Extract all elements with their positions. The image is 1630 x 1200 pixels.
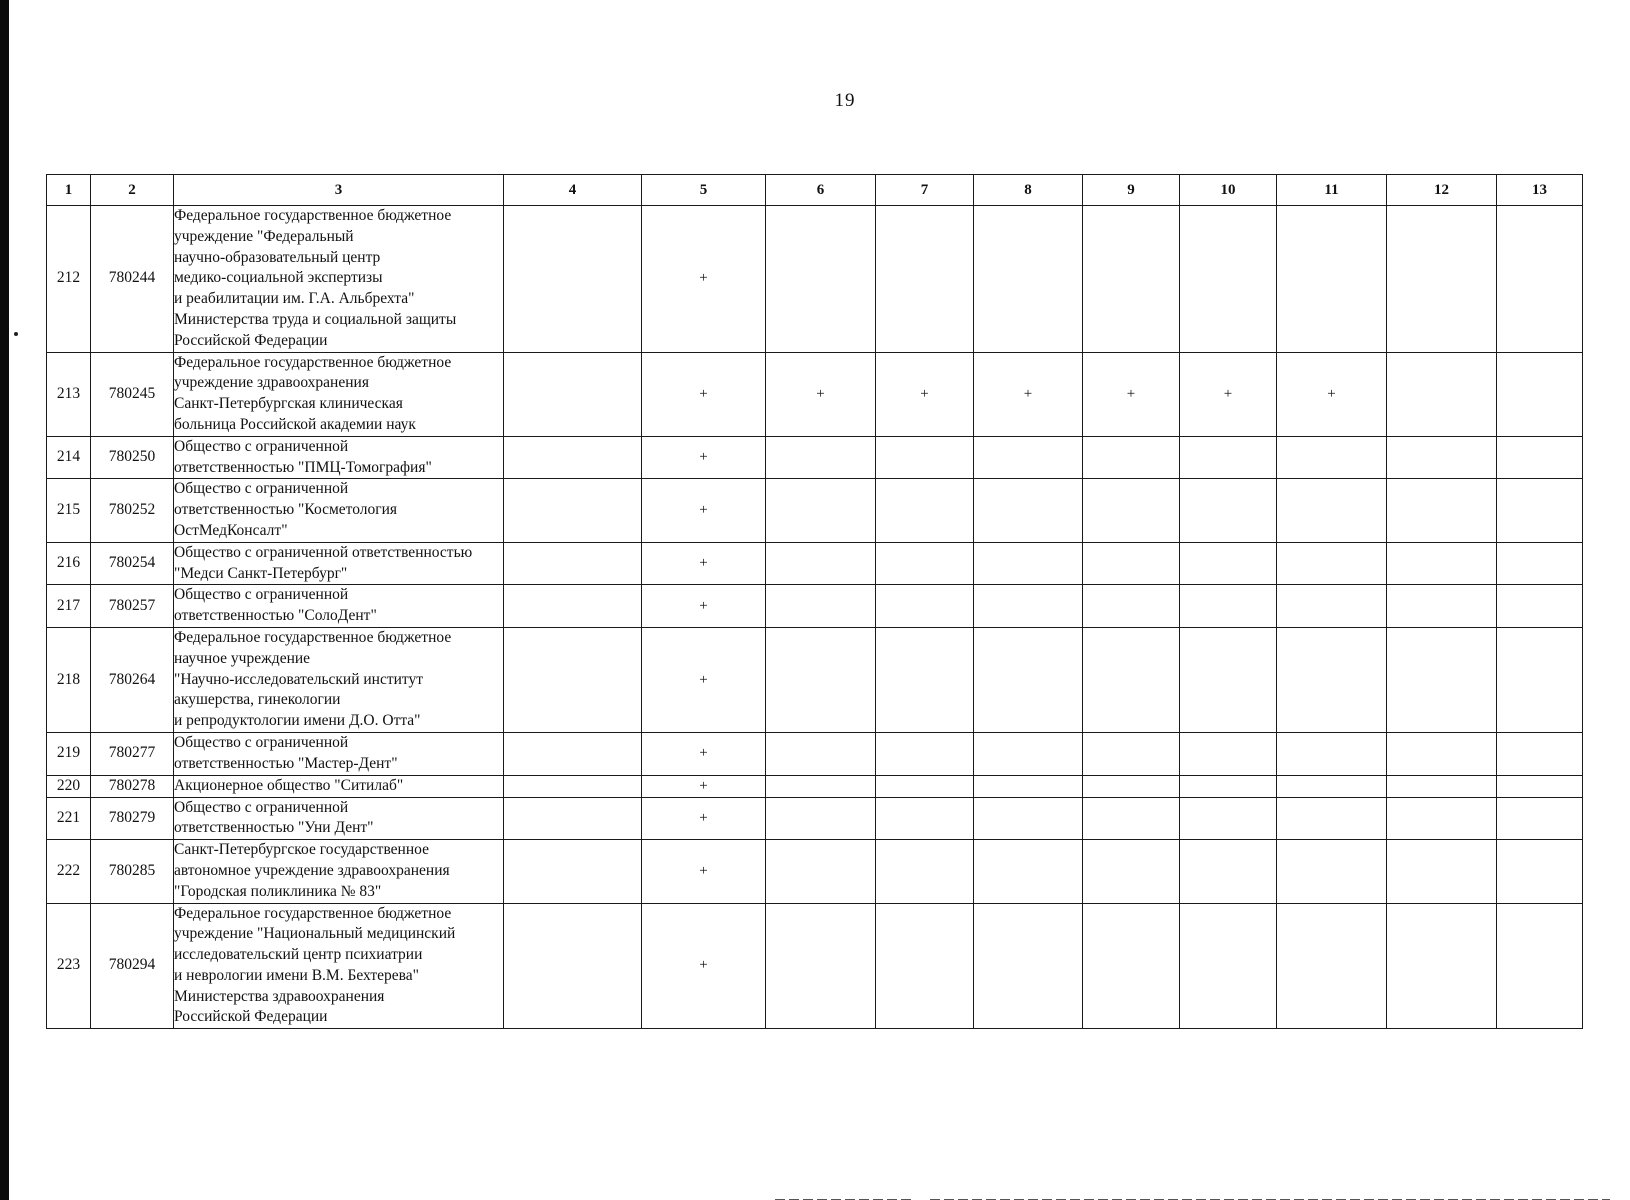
mark-cell-col-10: [1180, 732, 1277, 775]
column-header-9: 9: [1083, 175, 1180, 206]
mark-cell-col-8: [974, 840, 1083, 903]
mark-cell-col-13: [1497, 775, 1583, 797]
column-header-12: 12: [1387, 175, 1497, 206]
mark-cell-col-7: +: [876, 352, 974, 436]
mark-cell-col-11: [1277, 585, 1387, 628]
table-row: [47, 585, 1583, 628]
mark-cell-col-6: [766, 797, 876, 840]
mark-cell-col-10: [1180, 903, 1277, 1029]
mark-cell-col-6: [766, 542, 876, 585]
mark-cell-col-13: [1497, 436, 1583, 479]
table-row: [47, 542, 1583, 585]
mark-cell-col-6: [766, 436, 876, 479]
mark-cell-col-13: [1497, 352, 1583, 436]
organization-name-cell: Федеральное государственное бюджетное учреждение здравоохранения Санкт-Петербургская клиническая больница Российской академии наук: [174, 352, 504, 436]
mark-cell-col-10: [1180, 479, 1277, 542]
mark-cell-col-13: [1497, 732, 1583, 775]
mark-cell-col-12: [1387, 797, 1497, 840]
mark-cell-col-4: [504, 903, 642, 1029]
mark-cell-col-11: [1277, 479, 1387, 542]
header-row: [47, 175, 1583, 206]
mark-cell-col-11: +: [1277, 352, 1387, 436]
mark-cell-col-8: [974, 436, 1083, 479]
mark-cell-col-9: [1083, 732, 1180, 775]
page-number: 19: [834, 90, 856, 111]
row-number-cell: 215: [47, 479, 91, 542]
mark-cell-col-7: [876, 903, 974, 1029]
mark-cell-col-5: +: [642, 206, 766, 353]
table-row: [47, 840, 1583, 903]
mark-cell-col-4: [504, 627, 642, 732]
column-header-6: 6: [766, 175, 876, 206]
organizations-table: [46, 174, 1583, 1029]
mark-cell-col-11: [1277, 840, 1387, 903]
mark-cell-col-12: [1387, 840, 1497, 903]
mark-cell-col-5: +: [642, 436, 766, 479]
mark-cell-col-11: [1277, 542, 1387, 585]
column-header-3: 3: [174, 175, 504, 206]
registry-code-cell: 780245: [91, 352, 174, 436]
row-number-cell: 212: [47, 206, 91, 353]
mark-cell-col-7: [876, 775, 974, 797]
mark-cell-col-5: +: [642, 542, 766, 585]
organization-name-cell: Общество с ограниченной ответственностью "Медси Санкт-Петербург": [174, 542, 504, 585]
mark-cell-col-5: +: [642, 840, 766, 903]
column-header-10: 10: [1180, 175, 1277, 206]
mark-cell-col-6: [766, 903, 876, 1029]
mark-cell-col-8: [974, 585, 1083, 628]
mark-cell-col-4: [504, 775, 642, 797]
table-row: [47, 479, 1583, 542]
mark-cell-col-12: [1387, 436, 1497, 479]
mark-cell-col-4: [504, 542, 642, 585]
mark-cell-col-12: [1387, 585, 1497, 628]
mark-cell-col-10: [1180, 206, 1277, 353]
mark-cell-col-9: [1083, 797, 1180, 840]
mark-cell-col-4: [504, 436, 642, 479]
mark-cell-col-10: +: [1180, 352, 1277, 436]
row-number-cell: 222: [47, 840, 91, 903]
table-row: [47, 436, 1583, 479]
row-number-cell: 217: [47, 585, 91, 628]
mark-cell-col-13: [1497, 797, 1583, 840]
registry-code-cell: 780254: [91, 542, 174, 585]
table-row: [47, 206, 1583, 353]
mark-cell-col-13: [1497, 206, 1583, 353]
row-number-cell: 219: [47, 732, 91, 775]
mark-cell-col-7: [876, 627, 974, 732]
mark-cell-col-10: [1180, 775, 1277, 797]
mark-cell-col-8: [974, 542, 1083, 585]
mark-cell-col-13: [1497, 542, 1583, 585]
column-header-7: 7: [876, 175, 974, 206]
row-number-cell: 221: [47, 797, 91, 840]
registry-code-cell: 780244: [91, 206, 174, 353]
mark-cell-col-12: [1387, 352, 1497, 436]
mark-cell-col-12: [1387, 479, 1497, 542]
mark-cell-col-8: [974, 627, 1083, 732]
mark-cell-col-5: +: [642, 585, 766, 628]
registry-code-cell: 780277: [91, 732, 174, 775]
registry-code-cell: 780285: [91, 840, 174, 903]
mark-cell-col-7: [876, 732, 974, 775]
mark-cell-col-10: [1180, 585, 1277, 628]
organization-name-cell: Общество с ограниченной ответственностью "СолоДент": [174, 585, 504, 628]
mark-cell-col-11: [1277, 732, 1387, 775]
mark-cell-col-11: [1277, 627, 1387, 732]
mark-cell-col-13: [1497, 585, 1583, 628]
mark-cell-col-6: [766, 585, 876, 628]
registry-code-cell: 780279: [91, 797, 174, 840]
mark-cell-col-9: [1083, 436, 1180, 479]
mark-cell-col-10: [1180, 797, 1277, 840]
mark-cell-col-4: [504, 840, 642, 903]
column-header-2: 2: [91, 175, 174, 206]
organization-name-cell: Общество с ограниченной ответственностью "Уни Дент": [174, 797, 504, 840]
organization-name-cell: Федеральное государственное бюджетное учреждение "Национальный медицинский исследовательский центр психиатрии и неврологии имени В.М. Бехтерева" Министерства здравоохранения Российской Федерации: [174, 903, 504, 1029]
mark-cell-col-13: [1497, 627, 1583, 732]
mark-cell-col-11: [1277, 206, 1387, 353]
mark-cell-col-4: [504, 206, 642, 353]
mark-cell-col-4: [504, 797, 642, 840]
mark-cell-col-5: +: [642, 352, 766, 436]
mark-cell-col-8: [974, 732, 1083, 775]
mark-cell-col-5: +: [642, 627, 766, 732]
registry-code-cell: 780252: [91, 479, 174, 542]
mark-cell-col-7: [876, 479, 974, 542]
scan-edge-shadow: [0, 0, 9, 1200]
mark-cell-col-8: [974, 775, 1083, 797]
mark-cell-col-4: [504, 352, 642, 436]
mark-cell-col-12: [1387, 542, 1497, 585]
row-number-cell: 213: [47, 352, 91, 436]
mark-cell-col-9: [1083, 479, 1180, 542]
column-header-1: 1: [47, 175, 91, 206]
column-header-8: 8: [974, 175, 1083, 206]
mark-cell-col-12: [1387, 206, 1497, 353]
mark-cell-col-9: [1083, 627, 1180, 732]
mark-cell-col-6: [766, 627, 876, 732]
mark-cell-col-9: [1083, 903, 1180, 1029]
row-number-cell: 216: [47, 542, 91, 585]
row-number-cell: 214: [47, 436, 91, 479]
organization-name-cell: Санкт-Петербургское государственное автономное учреждение здравоохранения "Городская поликлиника № 83": [174, 840, 504, 903]
mark-cell-col-7: [876, 585, 974, 628]
mark-cell-col-8: [974, 903, 1083, 1029]
mark-cell-col-4: [504, 732, 642, 775]
mark-cell-col-6: [766, 775, 876, 797]
mark-cell-col-9: [1083, 840, 1180, 903]
mark-cell-col-12: [1387, 732, 1497, 775]
organization-name-cell: Акционерное общество "Ситилаб": [174, 775, 504, 797]
mark-cell-col-12: [1387, 627, 1497, 732]
organization-name-cell: Общество с ограниченной ответственностью "ПМЦ-Томография": [174, 436, 504, 479]
mark-cell-col-10: [1180, 627, 1277, 732]
mark-cell-col-8: +: [974, 352, 1083, 436]
mark-cell-col-10: [1180, 436, 1277, 479]
mark-cell-col-12: [1387, 903, 1497, 1029]
table-row: [47, 903, 1583, 1029]
mark-cell-col-7: [876, 797, 974, 840]
mark-cell-col-5: +: [642, 732, 766, 775]
column-header-5: 5: [642, 175, 766, 206]
mark-cell-col-8: [974, 479, 1083, 542]
mark-cell-col-11: [1277, 436, 1387, 479]
mark-cell-col-7: [876, 840, 974, 903]
mark-cell-col-13: [1497, 479, 1583, 542]
mark-cell-col-5: +: [642, 797, 766, 840]
mark-cell-col-5: +: [642, 903, 766, 1029]
table-row: [47, 775, 1583, 797]
mark-cell-col-10: [1180, 840, 1277, 903]
registry-code-cell: 780294: [91, 903, 174, 1029]
organization-name-cell: Федеральное государственное бюджетное научное учреждение "Научно-исследовательский институт акушерства, гинекологии и репродуктологии имени Д.О. Отта": [174, 627, 504, 732]
mark-cell-col-6: [766, 479, 876, 542]
table-row: [47, 797, 1583, 840]
mark-cell-col-12: [1387, 775, 1497, 797]
organization-name-cell: Общество с ограниченной ответственностью "Косметология ОстМедКонсалт": [174, 479, 504, 542]
mark-cell-col-7: [876, 206, 974, 353]
mark-cell-col-5: +: [642, 775, 766, 797]
mark-cell-col-10: [1180, 542, 1277, 585]
row-number-cell: 218: [47, 627, 91, 732]
column-header-11: 11: [1277, 175, 1387, 206]
registry-code-cell: 780250: [91, 436, 174, 479]
mark-cell-col-9: [1083, 206, 1180, 353]
mark-cell-col-4: [504, 479, 642, 542]
column-header-4: 4: [504, 175, 642, 206]
table-row: [47, 732, 1583, 775]
mark-cell-col-13: [1497, 903, 1583, 1029]
mark-cell-col-9: [1083, 542, 1180, 585]
mark-cell-col-11: [1277, 775, 1387, 797]
mark-cell-col-6: [766, 206, 876, 353]
registry-code-cell: 780278: [91, 775, 174, 797]
mark-cell-col-13: [1497, 840, 1583, 903]
column-header-13: 13: [1497, 175, 1583, 206]
table-row: [47, 352, 1583, 436]
mark-cell-col-8: [974, 206, 1083, 353]
row-number-cell: 220: [47, 775, 91, 797]
mark-cell-col-5: +: [642, 479, 766, 542]
row-number-cell: 223: [47, 903, 91, 1029]
mark-cell-col-6: [766, 840, 876, 903]
mark-cell-col-11: [1277, 903, 1387, 1029]
mark-cell-col-6: [766, 732, 876, 775]
registry-code-cell: 780257: [91, 585, 174, 628]
mark-cell-col-11: [1277, 797, 1387, 840]
registry-code-cell: 780264: [91, 627, 174, 732]
mark-cell-col-9: [1083, 585, 1180, 628]
mark-cell-col-6: +: [766, 352, 876, 436]
mark-cell-col-9: +: [1083, 352, 1180, 436]
organization-name-cell: Федеральное государственное бюджетное учреждение "Федеральный научно-образовательный центр медико-социальной экспертизы и реабилитации им. Г.А. Альбрехта" Министерства труда и социальной защиты Российской Федерации: [174, 206, 504, 353]
scan-speck: [14, 332, 18, 336]
mark-cell-col-9: [1083, 775, 1180, 797]
organization-name-cell: Общество с ограниченной ответственностью "Мастер-Дент": [174, 732, 504, 775]
mark-cell-col-7: [876, 436, 974, 479]
table-row: [47, 627, 1583, 732]
mark-cell-col-4: [504, 585, 642, 628]
mark-cell-col-7: [876, 542, 974, 585]
mark-cell-col-8: [974, 797, 1083, 840]
